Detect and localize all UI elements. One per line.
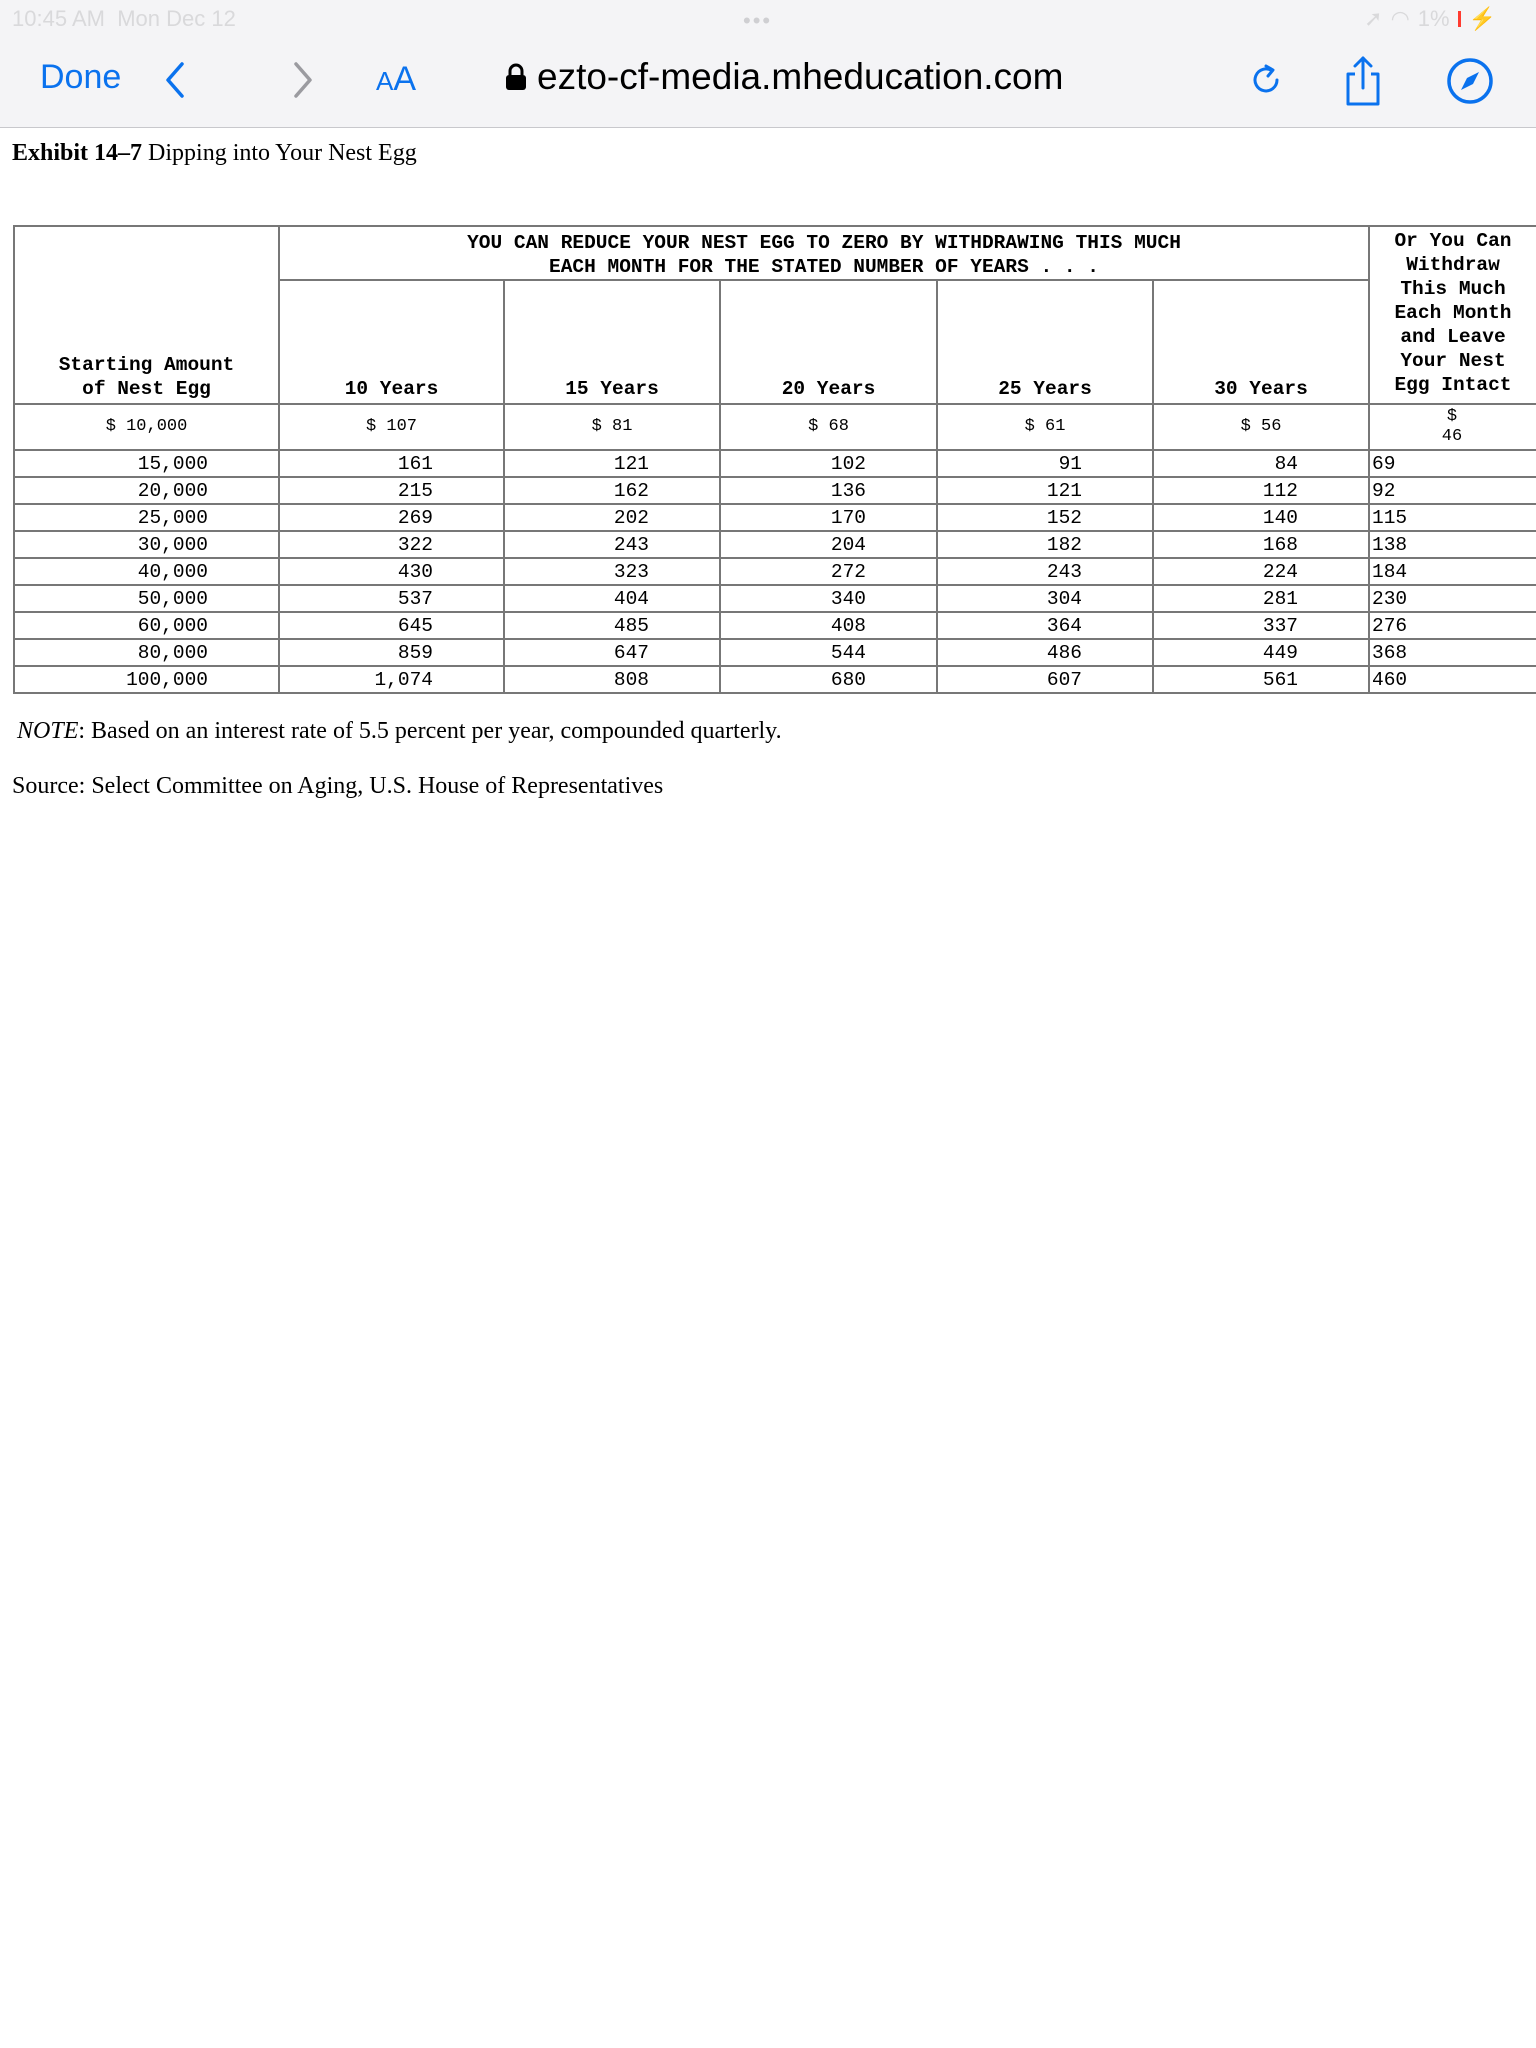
value-cell: 136 xyxy=(720,477,937,504)
value-cell: 272 xyxy=(720,558,937,585)
intact-header-line: Withdraw xyxy=(1406,254,1500,276)
back-chevron-icon[interactable] xyxy=(160,58,190,102)
value-cell: 281 xyxy=(1153,585,1369,612)
value-cell: 204 xyxy=(720,531,937,558)
value-cell: 364 xyxy=(937,612,1153,639)
value-cell: 430 xyxy=(279,558,504,585)
group-header-line1: YOU CAN REDUCE YOUR NEST EGG TO ZERO BY WITHDRAWING THIS MUCH xyxy=(467,232,1181,254)
value-cell: 449 xyxy=(1153,639,1369,666)
table-row xyxy=(14,450,1536,477)
share-icon[interactable] xyxy=(1340,54,1386,108)
value-cell: 680 xyxy=(720,666,937,693)
intact-cell: 92 xyxy=(1369,477,1536,504)
table-row xyxy=(14,558,1536,585)
table-row xyxy=(14,404,1536,450)
status-date-text: Mon Dec 12 xyxy=(117,6,236,31)
value-cell: 215 xyxy=(279,477,504,504)
value-cell: 561 xyxy=(1153,666,1369,693)
intact-cell: 115 xyxy=(1369,504,1536,531)
intact-cell: 276 xyxy=(1369,612,1536,639)
value-cell: 161 xyxy=(279,450,504,477)
col-header-25: 25 Years xyxy=(937,280,1153,404)
intact-header-line: This Much xyxy=(1400,278,1506,300)
forward-chevron-icon[interactable] xyxy=(288,58,318,102)
value-cell: 152 xyxy=(937,504,1153,531)
exhibit-number: Exhibit 14–7 xyxy=(12,140,143,166)
table-row xyxy=(14,612,1536,639)
start-cell: 40,000 xyxy=(14,558,279,585)
intact-cell: 138 xyxy=(1369,531,1536,558)
intact-cell: 69 xyxy=(1369,450,1536,477)
col-header-30: 30 Years xyxy=(1153,280,1369,404)
start-cell: 50,000 xyxy=(14,585,279,612)
intact-dollar: $ xyxy=(1446,407,1458,426)
value-cell: $ 81 xyxy=(504,404,720,450)
start-header-line2: of Nest Egg xyxy=(82,378,211,400)
value-cell: 243 xyxy=(504,531,720,558)
value-cell: 91 xyxy=(937,450,1153,477)
exhibit-title xyxy=(12,140,417,167)
nest-egg-table xyxy=(13,225,1536,694)
value-cell: $ 56 xyxy=(1153,404,1369,450)
address-bar[interactable] xyxy=(505,56,1063,98)
intact-header-line: Your Nest xyxy=(1400,350,1506,372)
value-cell: 323 xyxy=(504,558,720,585)
browser-toolbar xyxy=(0,40,1536,128)
intact-cell: 184 xyxy=(1369,558,1536,585)
value-cell: 102 xyxy=(720,450,937,477)
value-cell: 537 xyxy=(279,585,504,612)
note-text: : Based on an interest rate of 5.5 percent per year, compounded quarterly. xyxy=(78,718,782,744)
col-header-20: 20 Years xyxy=(720,280,937,404)
start-cell: 25,000 xyxy=(14,504,279,531)
value-cell: 485 xyxy=(504,612,720,639)
value-cell: 162 xyxy=(504,477,720,504)
multitasking-dots-icon[interactable]: ••• xyxy=(743,8,773,33)
value-cell: 140 xyxy=(1153,504,1369,531)
group-header xyxy=(279,226,1369,280)
intact-cell: 460 xyxy=(1369,666,1536,693)
value-cell: 337 xyxy=(1153,612,1369,639)
group-header-line2: EACH MONTH FOR THE STATED NUMBER OF YEARS . . . xyxy=(549,256,1099,278)
header-blank xyxy=(14,226,279,280)
intact-header-line: Each Month xyxy=(1394,302,1512,324)
note-label: NOTE xyxy=(17,718,79,744)
intact-header-line: Egg Intact xyxy=(1394,374,1512,396)
start-cell: 60,000 xyxy=(14,612,279,639)
battery-percent: 1% xyxy=(1417,6,1450,31)
battery-icon xyxy=(1458,11,1461,27)
intact-cell: 230 xyxy=(1369,585,1536,612)
table-row xyxy=(14,639,1536,666)
charging-icon: ⚡ xyxy=(1468,6,1496,31)
start-cell: 20,000 xyxy=(14,477,279,504)
start-cell: 80,000 xyxy=(14,639,279,666)
table-source: Source: Select Committee on Aging, U.S. House of Representatives xyxy=(12,773,664,799)
status-right xyxy=(1364,6,1496,32)
start-cell: 100,000 xyxy=(14,666,279,693)
compass-icon[interactable] xyxy=(1445,56,1495,106)
status-bar xyxy=(0,0,1536,40)
intact-value: 46 xyxy=(1441,427,1463,446)
value-cell: 340 xyxy=(720,585,937,612)
aa-small: A xyxy=(376,66,394,96)
value-cell: 304 xyxy=(937,585,1153,612)
col-header-15: 15 Years xyxy=(504,280,720,404)
start-header xyxy=(14,280,279,404)
exhibit-name: Dipping into Your Nest Egg xyxy=(142,140,417,166)
value-cell: 170 xyxy=(720,504,937,531)
table-row xyxy=(14,531,1536,558)
intact-cell: 368 xyxy=(1369,639,1536,666)
value-cell: 404 xyxy=(504,585,720,612)
table-row xyxy=(14,666,1536,693)
status-time-text: 10:45 AM xyxy=(12,6,105,31)
start-header-line1: Starting Amount xyxy=(58,354,235,376)
table-row xyxy=(14,504,1536,531)
start-cell: $ 10,000 xyxy=(14,404,279,450)
done-button[interactable]: Done xyxy=(40,58,122,96)
table-row xyxy=(14,585,1536,612)
value-cell: 202 xyxy=(504,504,720,531)
value-cell: 859 xyxy=(279,639,504,666)
lock-icon xyxy=(505,63,527,91)
value-cell: 182 xyxy=(937,531,1153,558)
status-time xyxy=(12,6,236,32)
start-cell: 15,000 xyxy=(14,450,279,477)
reload-icon[interactable] xyxy=(1247,58,1287,104)
url-text: ezto-cf-media.mheducation.com xyxy=(537,56,1064,97)
intact-cell xyxy=(1369,404,1536,450)
value-cell: 647 xyxy=(504,639,720,666)
value-cell: 1,074 xyxy=(279,666,504,693)
value-cell: 84 xyxy=(1153,450,1369,477)
wifi-icon: ◠ xyxy=(1390,6,1410,31)
table-note xyxy=(17,718,782,745)
value-cell: $ 68 xyxy=(720,404,937,450)
col-header-10: 10 Years xyxy=(279,280,504,404)
value-cell: $ 61 xyxy=(937,404,1153,450)
start-cell: 30,000 xyxy=(14,531,279,558)
intact-header-line: Or You Can xyxy=(1394,230,1512,252)
value-cell: 243 xyxy=(937,558,1153,585)
text-size-button[interactable] xyxy=(376,60,416,99)
value-cell: 121 xyxy=(504,450,720,477)
table-row xyxy=(14,477,1536,504)
value-cell: 645 xyxy=(279,612,504,639)
location-icon: ➚ xyxy=(1364,6,1383,31)
intact-header-line: and Leave xyxy=(1400,326,1506,348)
table-body xyxy=(14,450,1536,693)
aa-large: A xyxy=(393,60,417,98)
value-cell: 168 xyxy=(1153,531,1369,558)
value-cell: 224 xyxy=(1153,558,1369,585)
value-cell: 808 xyxy=(504,666,720,693)
value-cell: 322 xyxy=(279,531,504,558)
value-cell: 607 xyxy=(937,666,1153,693)
value-cell: 544 xyxy=(720,639,937,666)
value-cell: $ 107 xyxy=(279,404,504,450)
value-cell: 486 xyxy=(937,639,1153,666)
value-cell: 269 xyxy=(279,504,504,531)
value-cell: 408 xyxy=(720,612,937,639)
intact-header xyxy=(1369,226,1536,404)
value-cell: 121 xyxy=(937,477,1153,504)
value-cell: 112 xyxy=(1153,477,1369,504)
